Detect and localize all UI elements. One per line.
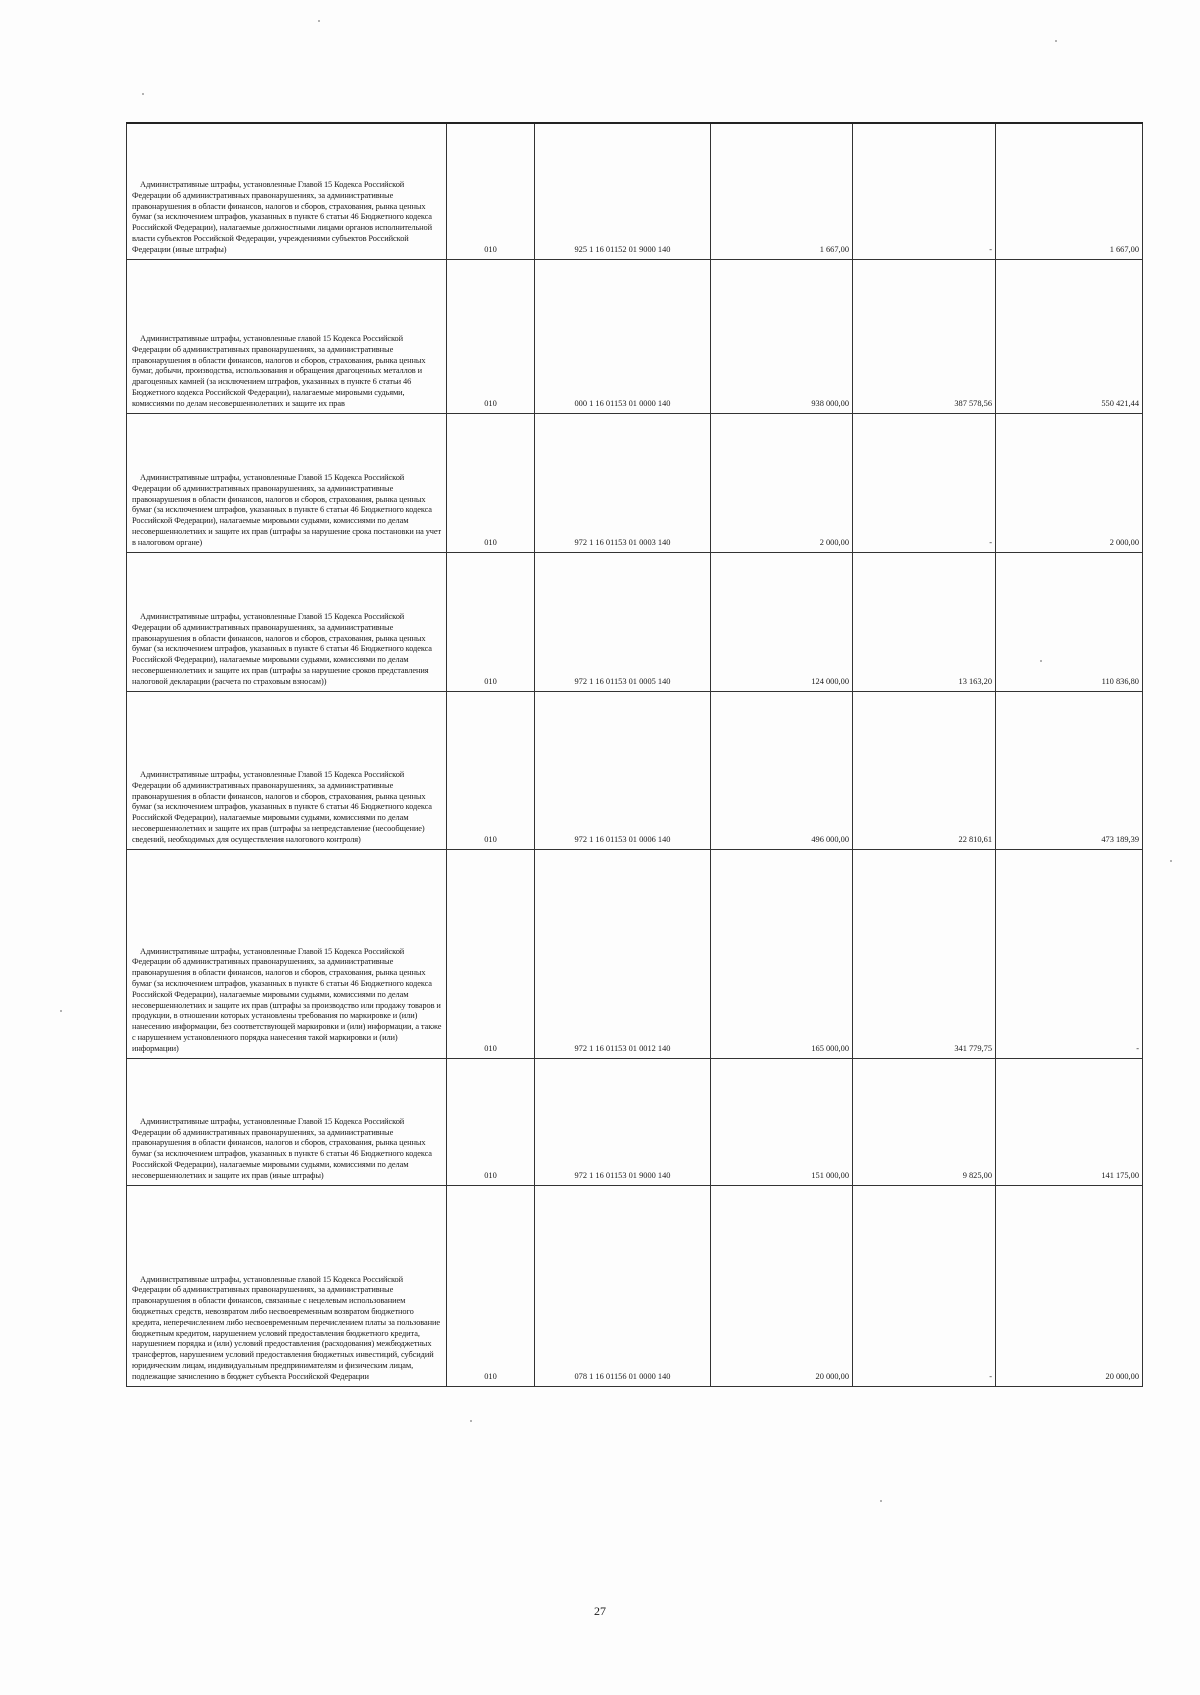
table-row — [127, 1058, 1143, 1185]
row-executed-cell: 13 163,20 — [853, 552, 996, 691]
row-name-cell: Административные штрафы, установленные Главой 15 Кодекса Российской Федерации об административных правонарушениях, за административные правонарушения в области финансов, налогов и сборов, страхования, рынка ценных бумаг (за исключением штрафов, указанных в пункте 6 статьи 46 Бюджетного кодекса Российской Федерации), налагаемые мировыми судьями, комиссиями по делам несовершеннолетних и защите их прав (штрафы за нарушение срока постановки на учет в налоговом органе) — [127, 413, 447, 552]
row-approved-cell: 165 000,00 — [711, 849, 853, 1058]
table-row — [127, 123, 1143, 259]
row-budget-code-cell: 000 1 16 01153 01 0000 140 — [535, 259, 711, 413]
row-line-code-cell: 010 — [447, 1185, 535, 1386]
row-name-cell: Административные штрафы, установленные Главой 15 Кодекса Российской Федерации об административных правонарушениях, за административные правонарушения в области финансов, налогов и сборов, страхования, рынка ценных бумаг (за исключением штрафов, указанных в пункте 6 статьи 46 Бюджетного кодекса Российской Федерации), налагаемые мировыми судьями, комиссиями по делам несовершеннолетних и защите их прав (штрафы за производство или продажу товаров и продукции, в отношении которых установлены требования по маркировке и (или) нанесению информации, без соответствующей маркировки и (или) информации, а также с нарушением установленного порядка нанесения такой маркировки и (или) информации) — [127, 849, 447, 1058]
row-unexecuted-cell: 20 000,00 — [996, 1185, 1143, 1386]
row-unexecuted-cell: 141 175,00 — [996, 1058, 1143, 1185]
table-row — [127, 1185, 1143, 1386]
row-name-cell: Административные штрафы, установленные Главой 15 Кодекса Российской Федерации об административных правонарушениях, за административные правонарушения в области финансов, налогов и сборов, страхования, рынка ценных бумаг (за исключением штрафов, указанных в пункте 6 статьи 46 Бюджетного кодекса Российской Федерации), налагаемые мировыми судьями, комиссиями по делам несовершеннолетних и защите их прав (штрафы за непредставление (несообщение) сведений, необходимых для осуществления налогового контроля) — [127, 691, 447, 849]
row-line-code-cell: 010 — [447, 691, 535, 849]
revenue-table — [126, 122, 1143, 1387]
row-approved-cell: 938 000,00 — [711, 259, 853, 413]
row-name-cell: Административные штрафы, установленные Главой 15 Кодекса Российской Федерации об административных правонарушениях, за административные правонарушения в области финансов, налогов и сборов, страхования, рынка ценных бумаг (за исключением штрафов, указанных в пункте 6 статьи 46 Бюджетного кодекса Российской Федерации), налагаемые мировыми судьями, комиссиями по делам несовершеннолетних и защите их прав (штрафы за нарушение сроков представления налоговой декларации (расчета по страховым взносам)) — [127, 552, 447, 691]
table-row — [127, 849, 1143, 1058]
row-unexecuted-cell: 110 836,80 — [996, 552, 1143, 691]
row-unexecuted-cell: 1 667,00 — [996, 123, 1143, 259]
table-row — [127, 691, 1143, 849]
row-budget-code-cell: 972 1 16 01153 01 0006 140 — [535, 691, 711, 849]
row-executed-cell: 387 578,56 — [853, 259, 996, 413]
page-number: 27 — [594, 1604, 606, 1618]
row-line-code-cell: 010 — [447, 552, 535, 691]
row-unexecuted-cell: 2 000,00 — [996, 413, 1143, 552]
row-executed-cell: - — [853, 413, 996, 552]
scan-speck — [1055, 40, 1057, 42]
row-budget-code-cell: 972 1 16 01153 01 9000 140 — [535, 1058, 711, 1185]
row-name-cell: Административные штрафы, установленные главой 15 Кодекса Российской Федерации об административных правонарушениях, за административные правонарушения в области финансов, связанные с нецелевым использованием бюджетных средств, невозвратом либо несвоевременным возвратом бюджетного кредита, неперечислением либо несвоевременным перечислением платы за пользование бюджетным кредитом, нарушением условий предоставления бюджетного кредита, нарушением порядка и (или) условий предоставления (расходования) межбюджетных трансфертов, нарушением условий предоставления бюджетных инвестиций, субсидий юридическим лицам, индивидуальным предпринимателям и физическим лицам, подлежащие зачислению в бюджет субъекта Российской Федерации — [127, 1185, 447, 1386]
row-budget-code-cell: 972 1 16 01153 01 0005 140 — [535, 552, 711, 691]
row-name-cell: Административные штрафы, установленные Главой 15 Кодекса Российской Федерации об административных правонарушениях, за административные правонарушения в области финансов, налогов и сборов, страхования, рынка ценных бумаг (за исключением штрафов, указанных в пункте 6 статьи 46 Бюджетного кодекса Российской Федерации), налагаемые должностными лицами органов исполнительной власти субъектов Российской Федерации, учреждениями субъектов Российской Федерации (иные штрафы) — [127, 123, 447, 259]
scan-speck — [60, 1010, 62, 1012]
row-line-code-cell: 010 — [447, 849, 535, 1058]
row-budget-code-cell: 925 1 16 01152 01 9000 140 — [535, 123, 711, 259]
row-approved-cell: 1 667,00 — [711, 123, 853, 259]
row-executed-cell: 341 779,75 — [853, 849, 996, 1058]
row-line-code-cell: 010 — [447, 259, 535, 413]
row-executed-cell: 22 810,61 — [853, 691, 996, 849]
row-name-cell: Административные штрафы, установленные Главой 15 Кодекса Российской Федерации об административных правонарушениях, за административные правонарушения в области финансов, налогов и сборов, страхования, рынка ценных бумаг (за исключением штрафов, указанных в пункте 6 статьи 46 Бюджетного кодекса Российской Федерации), налагаемые мировыми судьями, комиссиями по делам несовершеннолетних и защите их прав (иные штрафы) — [127, 1058, 447, 1185]
scan-speck — [1040, 660, 1042, 662]
table-row — [127, 552, 1143, 691]
row-name-cell: Административные штрафы, установленные главой 15 Кодекса Российской Федерации об административных правонарушениях, за административные правонарушения в области финансов, налогов и сборов, страхования, рынка ценных бумаг, добычи, производства, использования и обращения драгоценных металлов и драгоценных камней (за исключением штрафов, указанных в пункте 6 статьи 46 Бюджетного кодекса Российской Федерации), налагаемые мировыми судьями, комиссиями по делам несовершеннолетних и защите их прав — [127, 259, 447, 413]
row-line-code-cell: 010 — [447, 123, 535, 259]
scan-speck — [1170, 860, 1172, 862]
scan-speck — [880, 1500, 882, 1502]
row-budget-code-cell: 078 1 16 01156 01 0000 140 — [535, 1185, 711, 1386]
table-row — [127, 413, 1143, 552]
row-executed-cell: - — [853, 1185, 996, 1386]
scan-speck — [470, 1420, 472, 1422]
row-approved-cell: 20 000,00 — [711, 1185, 853, 1386]
row-executed-cell: 9 825,00 — [853, 1058, 996, 1185]
table-row — [127, 259, 1143, 413]
row-unexecuted-cell: - — [996, 849, 1143, 1058]
scan-speck — [318, 20, 320, 22]
row-unexecuted-cell: 550 421,44 — [996, 259, 1143, 413]
row-executed-cell: - — [853, 123, 996, 259]
row-budget-code-cell: 972 1 16 01153 01 0012 140 — [535, 849, 711, 1058]
row-approved-cell: 124 000,00 — [711, 552, 853, 691]
row-approved-cell: 496 000,00 — [711, 691, 853, 849]
row-approved-cell: 2 000,00 — [711, 413, 853, 552]
row-unexecuted-cell: 473 189,39 — [996, 691, 1143, 849]
row-approved-cell: 151 000,00 — [711, 1058, 853, 1185]
row-line-code-cell: 010 — [447, 1058, 535, 1185]
scan-speck — [142, 93, 144, 95]
row-line-code-cell: 010 — [447, 413, 535, 552]
row-budget-code-cell: 972 1 16 01153 01 0003 140 — [535, 413, 711, 552]
